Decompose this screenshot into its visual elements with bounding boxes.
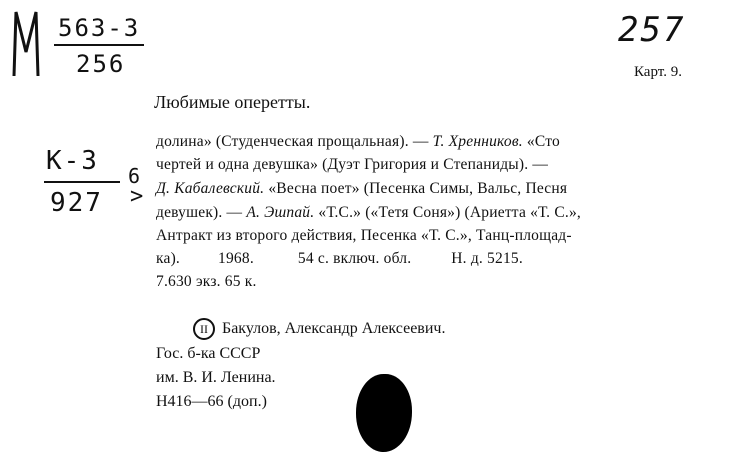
text-run: «Сто	[522, 133, 560, 150]
edition-line: 7.630 экз. 65 к.	[156, 273, 257, 290]
margin-rule	[44, 181, 120, 183]
pub-year: 1968.	[218, 250, 254, 267]
text-line	[156, 227, 572, 245]
card-number: Карт. 9.	[634, 64, 682, 80]
margin-mark-bottom: 927	[50, 188, 103, 218]
text-run: «Т.С.» («Тетя Соня») (Ариетта «Т. С.»,	[314, 204, 581, 221]
library-line-2: им. В. И. Ленина.	[156, 369, 276, 386]
text-line	[156, 133, 560, 151]
text-line	[156, 204, 581, 222]
author-name: А. Эшпай.	[246, 204, 315, 221]
text-run: Антракт из второго действия, Песенка «Т. С.», Танц-площад-	[156, 227, 572, 244]
shelfmark-rule	[54, 44, 144, 46]
author-name: Д. Кабалевский.	[156, 180, 265, 197]
text-run: долина» (Студенческая прощальная). —	[156, 133, 433, 150]
text-line	[156, 156, 548, 174]
margin-mark-top: К-3	[46, 146, 99, 176]
pub-plate: Н. д. 5215.	[451, 250, 523, 267]
circled-symbol: II	[193, 318, 215, 340]
text-run: девушек). —	[156, 204, 247, 221]
pub-pages: 54 с. включ. обл.	[297, 250, 412, 267]
publication-line	[156, 250, 523, 268]
shelfmark-bottom: 256	[76, 50, 126, 78]
series-title: Любимые оперетты.	[154, 92, 311, 112]
ink-blot	[356, 374, 412, 452]
person-name: Бакулов, Александр Алексеевич.	[222, 320, 446, 337]
shelfmark-top: 563-3	[58, 14, 141, 42]
author-name: Т. Хренников.	[432, 133, 523, 150]
text-run: чертей и одна девушка» (Дуэт Григория и Степаниды). —	[156, 156, 549, 173]
corner-number: 257	[618, 10, 686, 50]
text-run: «Весна поет» (Песенка Симы, Вальс, Песня	[264, 180, 568, 197]
library-line-1: Гос. б-ка СССР	[156, 345, 261, 362]
text-line	[156, 180, 567, 198]
margin-mark-mid: 6	[128, 164, 143, 188]
margin-arrow: >	[130, 184, 146, 209]
pub-part: ка).	[156, 250, 181, 267]
bracket-mark-icon	[8, 6, 44, 80]
library-line-3: Н416—66 (доп.)	[156, 393, 267, 410]
